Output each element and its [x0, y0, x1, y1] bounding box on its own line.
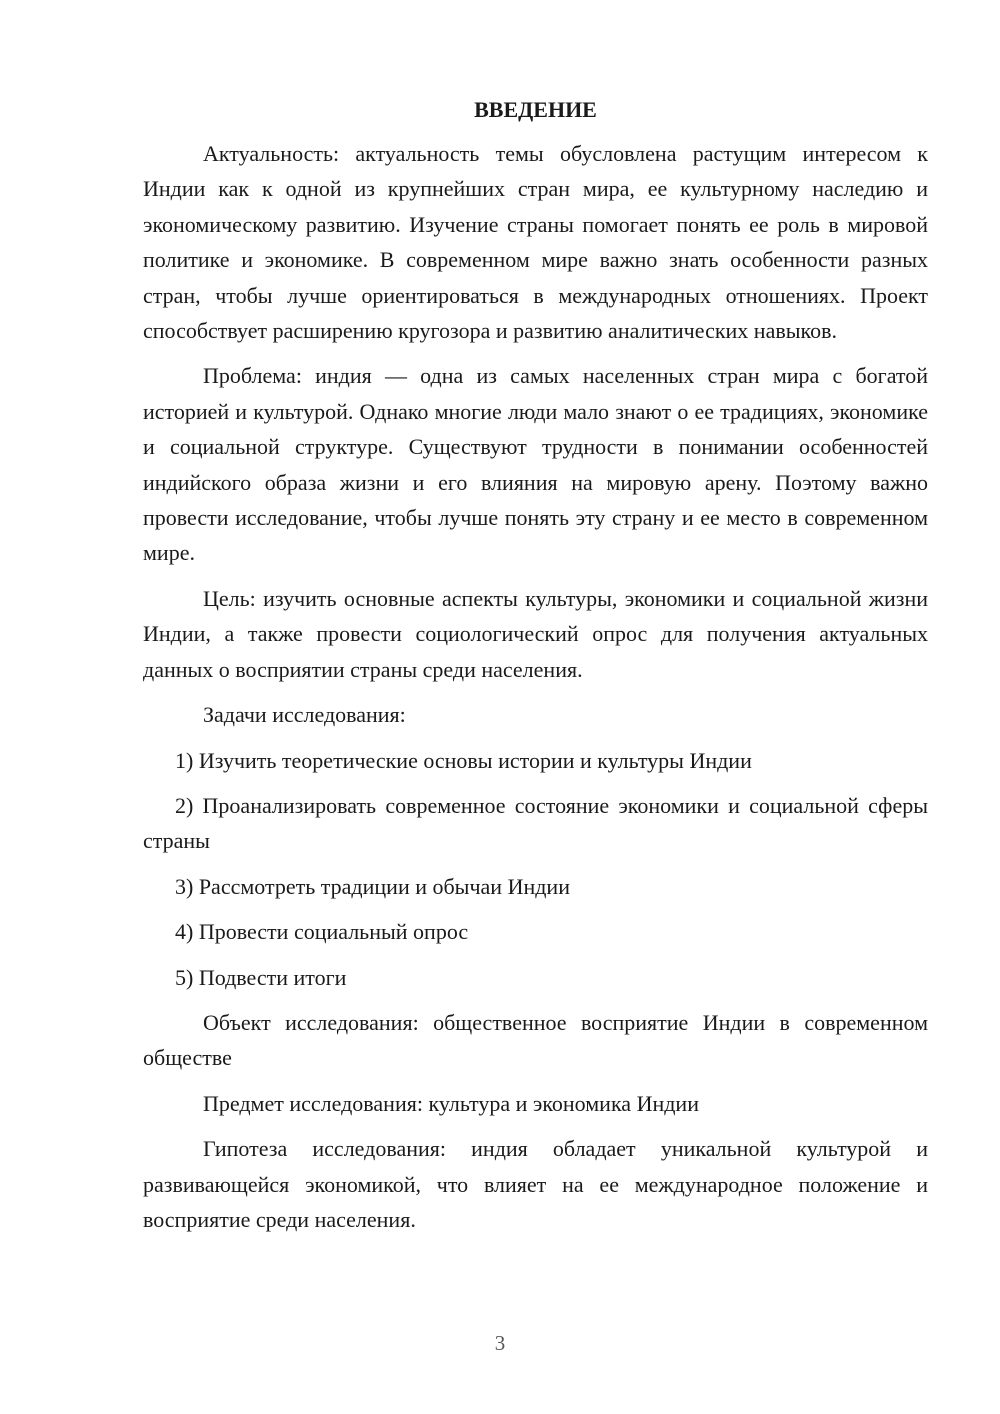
document-page: [143, 92, 928, 1247]
object-paragraph: Объект исследования: общественное восприятие Индии в современном обществе: [143, 1009, 928, 1071]
goal-paragraph: Цель: изучить основные аспекты культуры, экономики и социальной жизни Индии, а также провести социологический опрос для получения актуальных данных о восприятии страны среди населения.: [143, 585, 928, 682]
problem-paragraph: Проблема: индия — одна из самых населенных стран мира с богатой историей и культурой. Однако многие люди мало знают о ее традициях, экономике и социальной структуре. Существуют трудности в понимании особенностей индийского образа жизни и его влияния на мировую арену. Поэтому важно провести исследование, чтобы лучше понять эту страну и ее место в современном мире.: [143, 363, 928, 566]
task-item-2: 2) Проанализировать современное состояние экономики и социальной сферы страны: [143, 792, 928, 854]
subject-paragraph: Предмет исследования: культура и экономика Индии: [203, 1090, 699, 1116]
task-item-1: 1) Изучить теоретические основы истории и культуры Индии: [175, 747, 752, 773]
hypothesis-paragraph: Гипотеза исследования: индия обладает уникальной культурой и развивающейся экономикой, что влияет на ее международное положение и восприятие среди населения.: [143, 1136, 928, 1232]
page-number: 3: [494, 1331, 506, 1355]
task-item-4: 4) Провести социальный опрос: [175, 919, 469, 945]
task-item-3: 3) Рассмотреть традиции и обычаи Индии: [175, 873, 570, 899]
tasks-heading: Задачи исследования:: [203, 702, 406, 728]
task-item-5: 5) Подвести итоги: [175, 964, 347, 990]
relevance-paragraph: Актуальность: актуальность темы обусловлена растущим интересом к Индии как к одной из крупнейших стран мира, ее культурному наследию и экономическому развитию. Изучение страны помогает понять ее роль в мировой политике и экономике. В современном мире важно знать особенности разных стран, чтобы лучше ориентироваться в международных отношениях. Проект способствует расширению кругозора и развитию аналитических навыков.: [143, 141, 928, 344]
section-title: ВВЕДЕНИЕ: [474, 97, 597, 122]
